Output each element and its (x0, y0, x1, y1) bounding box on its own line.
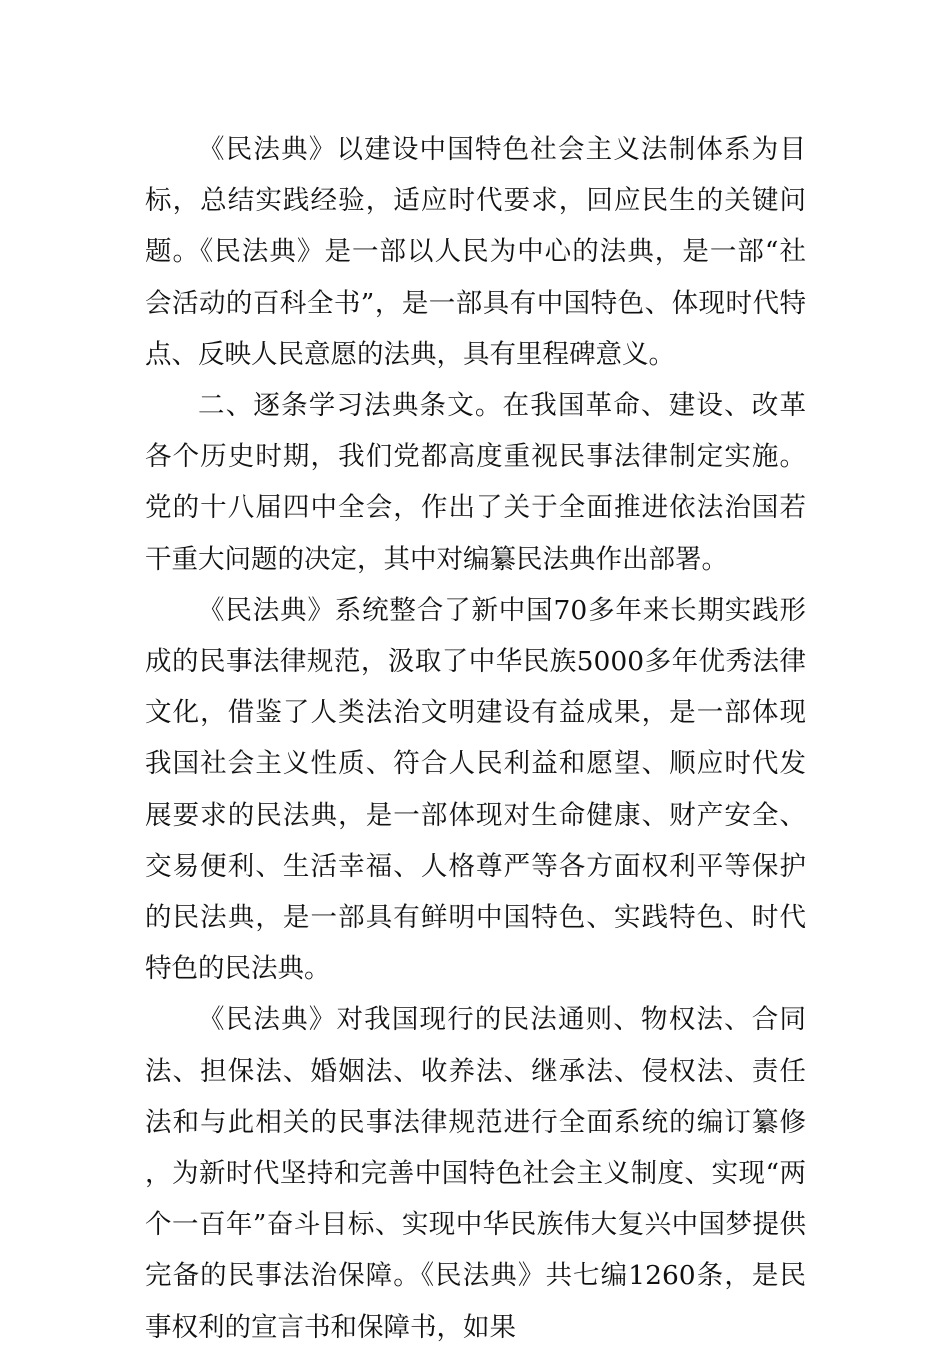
paragraph-study-articles: 二、逐条学习法典条文。在我国革命、建设、改革各个历史时期，我们党都高度重视民事法律制定实施。党的十八届四中全会，作出了关于全面推进依法治国若干重大问题的决定，其中对编纂民法典作出部署。 (145, 390, 806, 575)
paragraph-codification-scope: 《民法典》对我国现行的民法通则、物权法、合同法、担保法、婚姻法、收养法、继承法、侵权法、责任法和与此相关的民事法律规范进行全面系统的编订纂修，为新时代坚持和完善中国特色社会主义制度、实现“两个一百年”奋斗目标、实现中华民族伟大复兴中国梦提供完备的民事法治保障。《民法典》共七编1260条，是民事权利的宣言书和保障书，如果 (145, 1004, 806, 1343)
document-body (145, 124, 806, 1353)
paragraph-system-integration: 《民法典》系统整合了新中国70多年来长期实践形成的民事法律规范，汲取了中华民族5000多年优秀法律文化，借鉴了人类法治文明建设有益成果，是一部体现我国社会主义性质、符合人民利益和愿望、顺应时代发展要求的民法典，是一部体现对生命健康、财产安全、交易便利、生活幸福、人格尊严等各方面权利平等保护的民法典，是一部具有鲜明中国特色、实践特色、时代特色的民法典。 (145, 594, 806, 985)
paragraph-civil-code-goal: 《民法典》以建设中国特色社会主义法制体系为目标，总结实践经验，适应时代要求，回应民生的关键问题。《民法典》是一部以人民为中心的法典，是一部“社会活动的百科全书”，是一部具有中国特色、体现时代特点、反映人民意愿的法典，具有里程碑意义。 (145, 134, 806, 370)
